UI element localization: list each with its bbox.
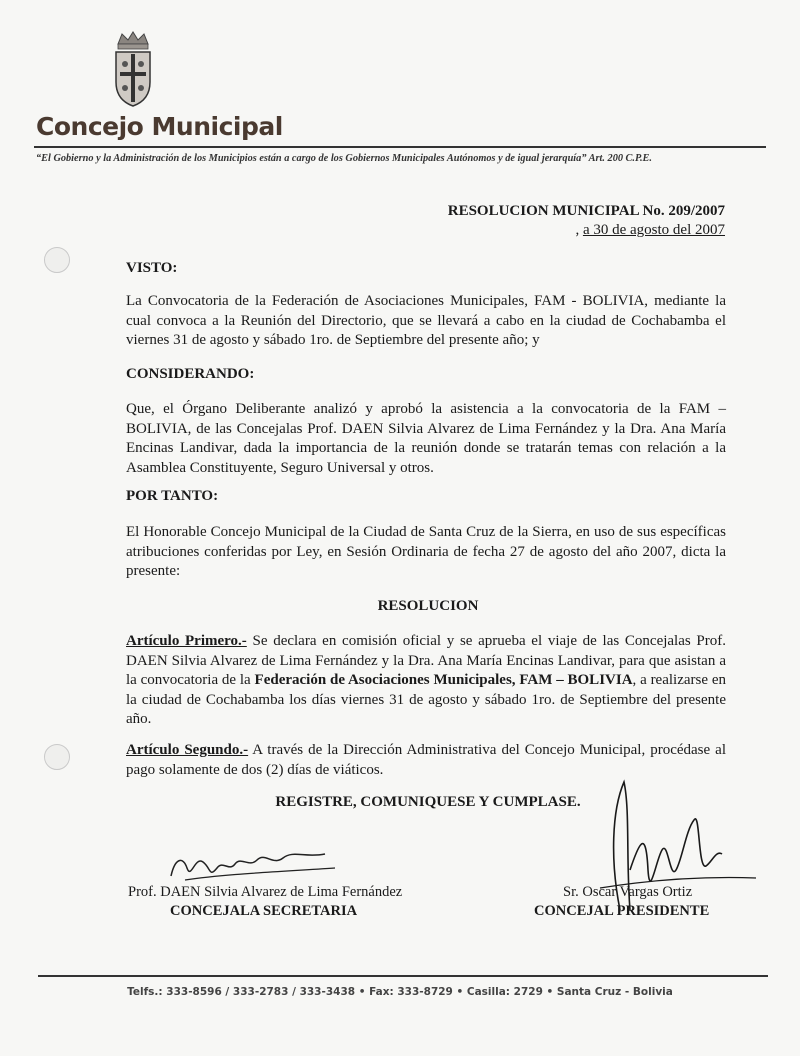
date-prefix: , [575,222,583,238]
organization-name: Concejo Municipal [36,112,283,141]
articulo-primero-text-b: , a realizarse en la ciudad de Cochabamba los días viernes 31 de agosto y sábado 1ro. de Septiembre del presente año. [126,672,726,727]
resolution-date [575,222,725,239]
visto-heading: VISTO: [126,260,178,276]
footer-divider [38,975,768,977]
por-tanto-text: El Honorable Concejo Municipal de la Ciudad de Santa Cruz de la Sierra, en uso de sus específicas atribuciones conferidas por Ley, en Sesión Ordinaria de fecha 27 de agosto del año 2007, dicta la presente: [126,524,726,579]
signatory-left-name: Prof. DAEN Silvia Alvarez de Lima Fernández [128,884,403,900]
signatory-right-name: Sr. Oscar Vargas Ortiz [563,884,693,900]
visto-text: La Convocatoria de la Federación de Asociaciones Municipales, FAM - BOLIVIA, mediante la cual convoca a la Reunión del Directorio, que se llevará a cabo en la ciudad de Cochabamba el viernes 31 de agosto y sábado 1ro. de Septiembre del presente año; y [126,293,726,348]
punch-hole-top [44,247,70,273]
letterhead-motto: “El Gobierno y la Administración de los Municipios están a cargo de los Gobiernos Municipales Autónomos y de igual jerarquía” Art. 200 C.P.E. [36,153,652,164]
articulo-primero-bold: Federación de Asociaciones Municipales, FAM – BOLIVIA [254,672,633,688]
por-tanto-heading: POR TANTO: [126,488,219,504]
articulo-primero-text-a: Se declara en comisión oficial y se aprueba el viaje de las Concejalas Prof. DAEN Silvia Alvarez de Lima Fernández y la Dra. Ana María Encinas Landivar, para que asistan a la convocatoria de la [126,633,726,688]
resolution-number: RESOLUCION MUNICIPAL No. 209/2007 [447,203,725,219]
articulo-segundo-text: A través de la Dirección Administrativa del Concejo Municipal, procédase al pago solamente de dos (2) días de viáticos. [126,742,726,778]
closing-formula: REGISTRE, COMUNIQUESE Y CUMPLASE. [275,794,581,810]
signatory-right-role: CONCEJAL PRESIDENTE [534,903,710,919]
articulo-segundo-label: Artículo Segundo.- [126,742,249,758]
letterhead-divider [34,146,766,148]
articulo-primero [126,632,726,730]
considerando-text: Que, el Órgano Deliberante analizó y aprobó la asistencia a la convocatoria de la FAM – BOLIVIA, de las Concejalas Prof. DAEN Silvia Alvarez de Lima Fernández y la Dra. Ana María Encinas Landivar, dada la importancia de la reunión donde se tratarán temas con relación a la Asamblea Constituyente, Seguro Universal y otros. [126,401,726,476]
coat-of-arms-icon [108,30,158,110]
articulo-primero-label: Artículo Primero.- [126,633,247,649]
considerando-heading: CONSIDERANDO: [126,366,255,382]
articulo-segundo [126,741,726,780]
signature-left-image [165,838,345,888]
footer-contact: Telfs.: 333-8596 / 333-2783 / 333-3438 • Fax: 333-8729 • Casilla: 2729 • Santa Cruz - Bolivia [127,986,673,998]
date-text: a 30 de agosto del 2007 [582,222,725,238]
punch-hole-bottom [44,744,70,770]
resolucion-heading: RESOLUCION [377,598,479,614]
signatory-left-role: CONCEJALA SECRETARIA [170,903,358,919]
